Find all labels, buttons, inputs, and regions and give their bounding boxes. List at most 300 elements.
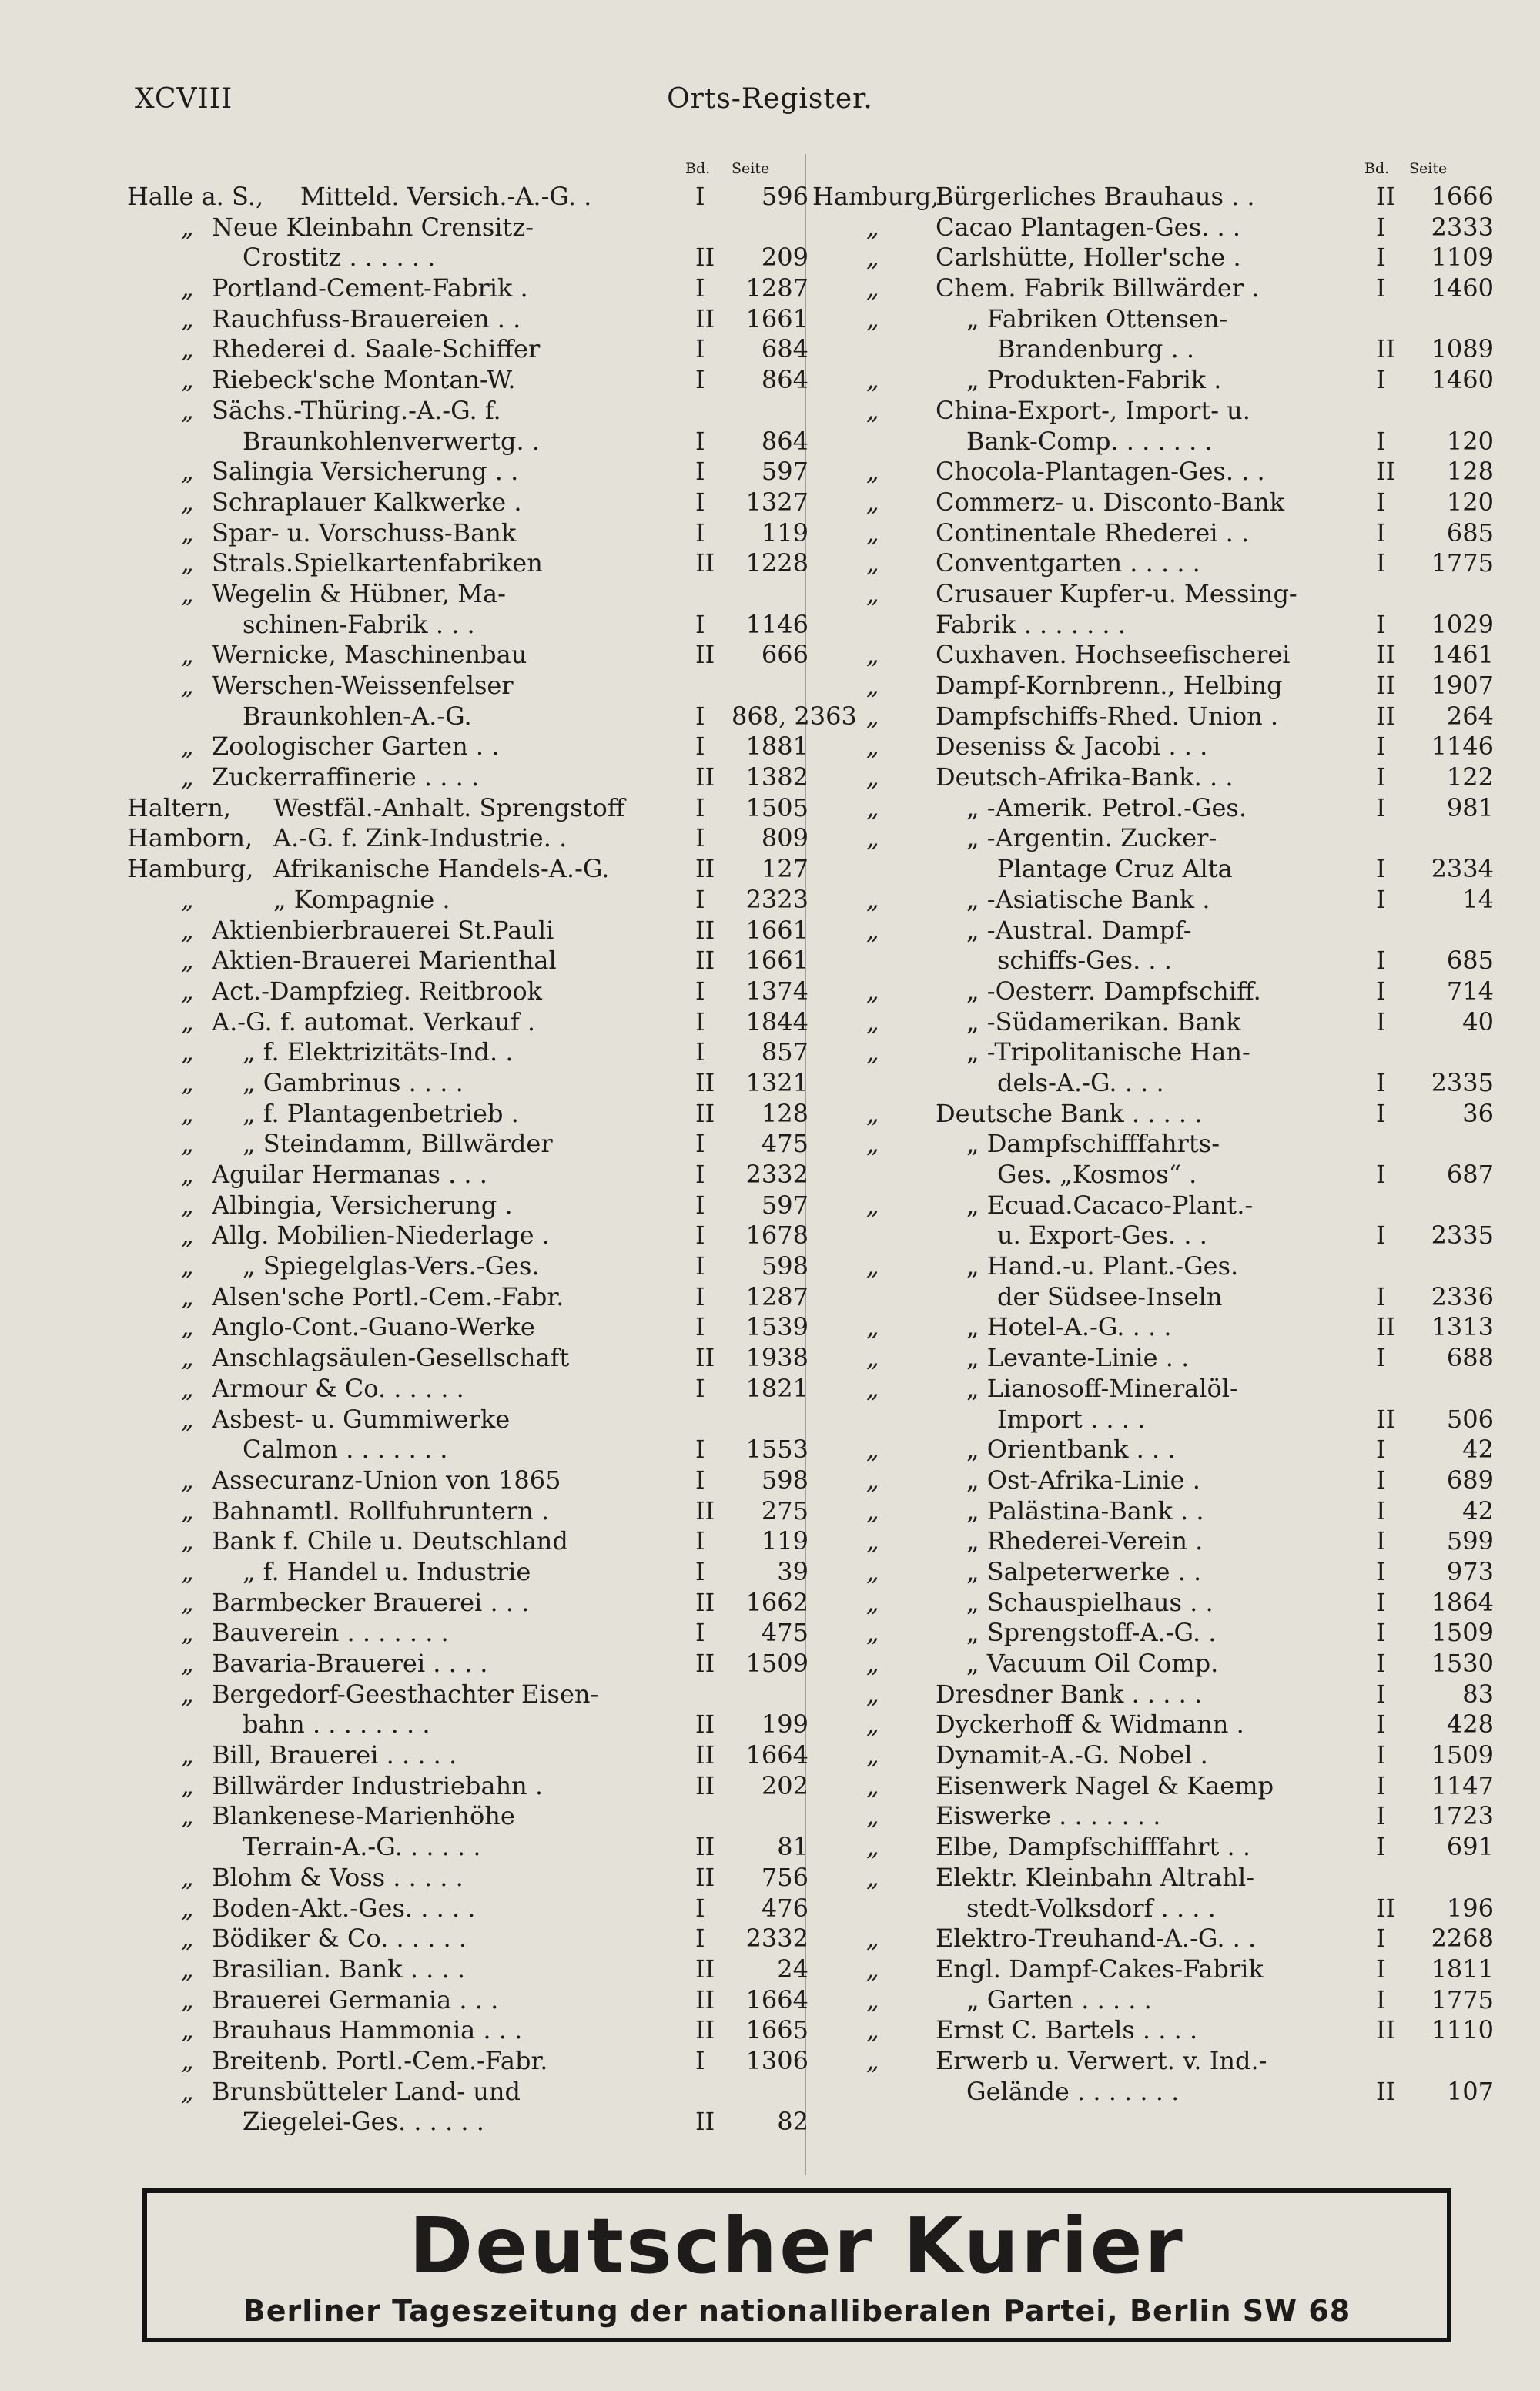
- page-reference: 24: [777, 1954, 808, 1984]
- ditto-mark: „: [866, 732, 879, 762]
- page-reference: 42: [1462, 1495, 1494, 1525]
- index-entry: [812, 854, 1494, 885]
- ditto-mark: „: [866, 578, 879, 608]
- company-name: Ziegelei-Ges. . . . . .: [243, 2107, 484, 2137]
- page-reference: 119: [761, 1526, 808, 1556]
- index-entry: [812, 884, 1494, 916]
- volume-number: I: [695, 1435, 705, 1465]
- company-name: Wegelin & Hübner, Ma-: [212, 578, 506, 608]
- page-reference: 857: [761, 1037, 808, 1067]
- volume-number: I: [695, 426, 705, 456]
- index-entry: [127, 1251, 808, 1282]
- ditto-mark: „: [866, 487, 879, 517]
- page-reference: 1664: [745, 1984, 808, 2014]
- volume-number: II: [695, 1710, 715, 1740]
- index-entry: [127, 1862, 808, 1894]
- ditto-mark: „: [181, 1770, 194, 1800]
- ditto-mark: „: [866, 1495, 879, 1525]
- index-entry: [812, 1129, 1459, 1160]
- index-entry: [127, 946, 808, 976]
- volume-number: I: [1376, 365, 1386, 395]
- volume-number: I: [1376, 976, 1386, 1006]
- ditto-mark: „: [866, 1924, 879, 1954]
- page-reference: 428: [1446, 1710, 1494, 1740]
- index-entry: [812, 334, 1494, 365]
- index-entry: [127, 517, 808, 549]
- volume-number: I: [1376, 1832, 1386, 1862]
- index-entry: [812, 1098, 1494, 1130]
- volume-number: II: [1376, 701, 1396, 731]
- index-entry: [127, 762, 808, 793]
- place-name: Hamburg,: [127, 854, 254, 884]
- volume-number: I: [1376, 1710, 1386, 1740]
- volume-number: I: [1376, 1770, 1386, 1800]
- company-name: bahn . . . . . . . .: [243, 1710, 430, 1740]
- company-name: Elektro-Treuhand-A.-G. . .: [936, 1924, 1257, 1954]
- index-entry: [127, 1343, 808, 1374]
- company-name: Cacao Plantagen-Ges. . .: [936, 212, 1241, 242]
- volume-number: II: [695, 915, 715, 945]
- index-entry: [812, 1893, 1494, 1924]
- index-entry: [812, 2015, 1494, 2046]
- page-reference: 809: [761, 823, 808, 853]
- ditto-mark: „: [866, 517, 879, 548]
- page-reference: 82: [777, 2107, 808, 2137]
- index-entry: [127, 303, 808, 335]
- index-entry: [812, 1435, 1494, 1465]
- index-entry: [127, 1495, 808, 1527]
- company-name: Commerz- u. Disconto-Bank: [936, 487, 1285, 517]
- page-reference: 685: [1446, 517, 1494, 548]
- page-reference: 1146: [1431, 732, 1494, 762]
- company-name: Blohm & Voss . . . . .: [212, 1862, 464, 1892]
- ditto-mark: „: [181, 2076, 194, 2106]
- page-reference: 2335: [1431, 1067, 1494, 1097]
- index-entry: [812, 304, 1459, 335]
- volume-number: II: [695, 1862, 715, 1892]
- page-reference: 1661: [745, 915, 808, 945]
- volume-number: I: [1376, 1006, 1386, 1036]
- index-entry: [127, 1710, 808, 1740]
- ditto-mark: „: [866, 792, 879, 822]
- volume-number: II: [695, 1984, 715, 2014]
- company-name: „ Palästina-Bank . .: [966, 1495, 1204, 1525]
- volume-number: I: [1376, 1740, 1386, 1770]
- page-reference: 714: [1446, 976, 1494, 1006]
- company-name: Chocola-Plantagen-Ges. . .: [936, 457, 1265, 487]
- volume-number: I: [695, 182, 705, 211]
- page-reference: 196: [1446, 1893, 1494, 1923]
- page-reference: 1461: [1431, 640, 1494, 670]
- page-reference: 202: [761, 1770, 808, 1800]
- ditto-mark: „: [181, 1954, 194, 1984]
- page-reference: 2332: [745, 1924, 808, 1954]
- volume-number: I: [695, 365, 705, 395]
- page-reference: 1147: [1431, 1770, 1494, 1800]
- index-entry: [127, 640, 808, 671]
- volume-number: I: [1376, 1098, 1386, 1128]
- company-name: Salingia Versicherung . .: [212, 457, 519, 487]
- volume-number: I: [1376, 1221, 1386, 1251]
- volume-number: II: [695, 1770, 715, 1800]
- page-reference: 1530: [1431, 1649, 1494, 1678]
- index-entry: [127, 609, 808, 641]
- page-reference: 40: [1462, 1006, 1494, 1036]
- company-name: Alsen'sche Portl.-Cem.-Fabr.: [212, 1281, 564, 1311]
- index-entry: [127, 2107, 808, 2138]
- index-entry: [812, 1281, 1494, 1313]
- company-name: Armour & Co. . . . . .: [212, 1373, 464, 1403]
- company-name: Wernicke, Maschinenbau: [212, 640, 527, 670]
- company-name: „ Levante-Linie . .: [966, 1343, 1190, 1373]
- index-entry: [812, 2046, 1459, 2077]
- page-reference: 1228: [745, 548, 808, 578]
- company-name: Bill, Brauerei . . . . .: [212, 1740, 457, 1770]
- index-entry: [127, 1281, 808, 1313]
- index-entry: [812, 1495, 1494, 1527]
- index-entry: [812, 1924, 1494, 1954]
- page-reference: 688: [1446, 1343, 1494, 1373]
- volume-number: I: [695, 1618, 705, 1648]
- page-reference: 1539: [745, 1312, 808, 1342]
- ditto-mark: „: [181, 1190, 194, 1220]
- volume-number: I: [1376, 1984, 1386, 2014]
- ditto-mark: „: [866, 1037, 879, 1067]
- page-reference: 475: [761, 1618, 808, 1648]
- volume-number: II: [695, 1067, 715, 1097]
- index-entry: [812, 1343, 1494, 1374]
- volume-number: I: [1376, 609, 1386, 639]
- index-entry: [127, 1190, 808, 1221]
- company-name: „ Rhederei-Verein .: [966, 1526, 1204, 1556]
- page-reference: 14: [1462, 884, 1494, 914]
- volume-number: I: [1376, 1649, 1386, 1678]
- index-entry: [812, 212, 1494, 243]
- page-reference: 476: [761, 1893, 808, 1923]
- company-name: Aktienbierbrauerei St.Pauli: [212, 915, 554, 945]
- page-reference: 119: [761, 517, 808, 548]
- page-reference: 275: [761, 1495, 808, 1525]
- volume-number: II: [695, 243, 715, 273]
- company-name: Neue Kleinbahn Crensitz-: [212, 212, 534, 242]
- company-name: Dresdner Bank . . . . .: [936, 1679, 1203, 1709]
- ditto-mark: „: [866, 1832, 879, 1862]
- page-reference: 1313: [1431, 1312, 1494, 1342]
- ditto-mark: „: [181, 212, 194, 242]
- index-entry: [127, 2077, 805, 2108]
- page-reference: 1665: [745, 2015, 808, 2045]
- company-name: „ -Südamerikan. Bank: [966, 1006, 1241, 1036]
- volume-number: I: [695, 487, 705, 517]
- ditto-mark: „: [181, 578, 194, 608]
- volume-number: I: [1376, 854, 1386, 884]
- page-reference: 1907: [1431, 671, 1494, 700]
- volume-number: II: [695, 303, 715, 333]
- company-name: Crostitz . . . . . .: [243, 243, 436, 273]
- ditto-mark: „: [866, 365, 879, 395]
- company-name: Deseniss & Jacobi . . .: [936, 732, 1208, 762]
- page-reference: 42: [1462, 1435, 1494, 1465]
- ditto-mark: „: [181, 1984, 194, 2014]
- index-entry: [127, 732, 808, 762]
- company-name: Eisenwerk Nagel & Kaemp: [936, 1770, 1274, 1800]
- page-reference: 1844: [745, 1006, 808, 1036]
- page-reference: 756: [761, 1862, 808, 1892]
- volume-number: I: [695, 1373, 705, 1403]
- page-reference: 1678: [745, 1221, 808, 1251]
- page-reference: 687: [1446, 1160, 1494, 1189]
- ditto-mark: „: [181, 1251, 194, 1281]
- index-entry: [812, 1374, 1459, 1405]
- index-entry: [127, 1770, 808, 1802]
- index-entry: [812, 1037, 1459, 1068]
- ditto-mark: „: [866, 1006, 879, 1036]
- company-name: Deutsch-Afrika-Bank. . .: [936, 762, 1234, 792]
- page-reference: 973: [1446, 1556, 1494, 1586]
- index-entry: [812, 792, 1494, 824]
- index-entry: [812, 1649, 1494, 1679]
- ditto-mark: „: [181, 1373, 194, 1403]
- company-name: „ Spiegelglas-Vers.-Ges.: [243, 1251, 540, 1281]
- company-name: schiffs-Ges. . .: [997, 946, 1172, 976]
- page-reference: 120: [1446, 426, 1494, 456]
- index-entry: [812, 1618, 1494, 1649]
- index-entry: [127, 365, 808, 396]
- company-name: Bauverein . . . . . . .: [212, 1618, 449, 1648]
- volume-number: I: [695, 701, 705, 731]
- index-entry: [127, 2045, 808, 2077]
- company-name: Calmon . . . . . . .: [243, 1435, 448, 1465]
- page-reference: 1661: [745, 303, 808, 333]
- index-entry: [812, 579, 1459, 610]
- company-name: „ f. Plantagenbetrieb .: [243, 1098, 519, 1128]
- ditto-mark: „: [181, 1129, 194, 1159]
- company-name: Terrain-A.-G. . . . . .: [243, 1832, 481, 1862]
- index-entry: [812, 1465, 1494, 1496]
- company-name: Strals.Spielkartenfabriken: [212, 548, 543, 578]
- index-entry: [812, 548, 1494, 579]
- ditto-mark: „: [866, 1801, 879, 1831]
- index-entry: [812, 1832, 1494, 1863]
- ditto-mark: „: [866, 1649, 879, 1678]
- ditto-mark: „: [866, 1312, 879, 1342]
- page-reference: 1460: [1431, 365, 1494, 395]
- company-name: Brunsbütteler Land- und: [212, 2076, 521, 2106]
- page-reference: 1938: [745, 1343, 808, 1373]
- index-entry: [812, 609, 1494, 641]
- company-name: „ Vacuum Oil Comp.: [966, 1649, 1219, 1678]
- company-name: Conventgarten . . . . .: [936, 548, 1200, 578]
- volume-number: I: [695, 1465, 705, 1495]
- volume-number: I: [695, 884, 705, 914]
- index-entry: [812, 762, 1494, 793]
- place-name: Hamborn,: [127, 823, 253, 853]
- ditto-mark: „: [866, 212, 879, 242]
- page-reference: 596: [761, 182, 808, 211]
- index-entry: [812, 273, 1494, 304]
- advertisement-subtitle: Berliner Tageszeitung der nationalliberalen Partei, Berlin SW 68: [243, 2294, 1351, 2328]
- page-reference: 1775: [1431, 548, 1494, 578]
- company-name: Boden-Akt.-Ges. . . . .: [212, 1893, 476, 1923]
- ditto-mark: „: [866, 1679, 879, 1709]
- page-reference: 597: [761, 457, 808, 487]
- index-entry: [812, 976, 1494, 1007]
- ditto-mark: „: [866, 823, 879, 853]
- ditto-mark: „: [181, 1495, 194, 1525]
- company-name: Brasilian. Bank . . . .: [212, 1954, 466, 1984]
- company-name: Bürgerliches Brauhaus . .: [936, 182, 1255, 211]
- page-reference: 1821: [745, 1373, 808, 1403]
- ditto-mark: „: [866, 671, 879, 700]
- company-name: Gelände . . . . . . .: [966, 2076, 1180, 2106]
- company-name: Braunkohlen-A.-G.: [243, 701, 472, 731]
- company-name: Cuxhaven. Hochseefischerei: [936, 640, 1291, 670]
- company-name: Crusauer Kupfer-u. Messing-: [936, 578, 1297, 608]
- volume-number: I: [1376, 1556, 1386, 1586]
- index-entry: [127, 823, 808, 854]
- page-reference: 1374: [745, 976, 808, 1006]
- right-column-header: [812, 154, 1459, 182]
- volume-number: I: [695, 457, 705, 487]
- volume-number: I: [695, 1037, 705, 1067]
- page-reference: 1723: [1431, 1801, 1494, 1831]
- volume-number: I: [1376, 1954, 1386, 1984]
- index-entry: [127, 1679, 805, 1710]
- ditto-mark: „: [181, 946, 194, 976]
- page-reference: 2323: [745, 884, 808, 914]
- index-entry: [812, 1006, 1494, 1038]
- index-entry: [812, 1312, 1494, 1343]
- company-name: China-Export-, Import- u.: [936, 395, 1250, 425]
- index-entry: [127, 1006, 808, 1038]
- ditto-mark: „: [866, 548, 879, 578]
- ditto-mark: „: [866, 915, 879, 945]
- company-name: „ Hotel-A.-G. . . .: [966, 1312, 1172, 1342]
- ditto-mark: „: [866, 273, 879, 303]
- volume-number: II: [695, 854, 715, 884]
- volume-number: II: [1376, 1404, 1396, 1434]
- ditto-mark: „: [181, 2045, 194, 2075]
- page-reference: 128: [1446, 457, 1494, 487]
- ditto-mark: „: [181, 1312, 194, 1342]
- advertisement-box: [142, 2188, 1451, 2342]
- index-entry: [127, 1160, 808, 1190]
- volume-number: I: [1376, 487, 1386, 517]
- company-name: Barmbecker Brauerei . . .: [212, 1587, 530, 1617]
- page-reference: 128: [761, 1098, 808, 1128]
- volume-number: II: [695, 2107, 715, 2137]
- company-name: Engl. Dampf-Cakes-Fabrik: [936, 1954, 1264, 1984]
- ditto-mark: „: [181, 517, 194, 548]
- company-name: „ Schauspielhaus . .: [966, 1587, 1214, 1617]
- volume-number: II: [1376, 671, 1396, 700]
- index-entry: [812, 182, 1494, 213]
- index-entry: [812, 2076, 1494, 2108]
- company-name: „ -Amerik. Petrol.-Ges.: [966, 792, 1247, 822]
- ditto-mark: „: [866, 1710, 879, 1740]
- volume-number: II: [695, 1649, 715, 1678]
- index-entry: [127, 1893, 808, 1924]
- company-name: „ Lianosoff-Mineralöl-: [966, 1373, 1238, 1403]
- page-title: Orts-Register.: [667, 83, 873, 115]
- index-entry: [127, 1954, 808, 1985]
- company-name: „ Fabriken Ottensen-: [966, 303, 1228, 333]
- index-entry: [127, 1984, 808, 2016]
- index-entry: [127, 1740, 808, 1771]
- page-reference: 1460: [1431, 273, 1494, 303]
- page-reference: 1505: [745, 792, 808, 822]
- page-reference: 506: [1446, 1404, 1494, 1434]
- index-entry: [812, 1954, 1494, 1985]
- company-name: Braunkohlenverwertg. .: [243, 426, 540, 456]
- ditto-mark: „: [866, 1526, 879, 1556]
- ditto-mark: „: [866, 1556, 879, 1586]
- page-reference: 1662: [745, 1587, 808, 1617]
- ditto-mark: „: [181, 2015, 194, 2045]
- index-entry: [812, 1801, 1494, 1832]
- ditto-mark: „: [181, 1587, 194, 1617]
- company-name: Rauchfuss-Brauereien . .: [212, 303, 521, 333]
- ditto-mark: „: [181, 732, 194, 762]
- volume-number: I: [695, 792, 705, 822]
- index-entry: [127, 182, 808, 213]
- company-name: „ -Oesterr. Dampfschiff.: [966, 976, 1261, 1006]
- ditto-mark: „: [181, 915, 194, 945]
- company-name: Anglo-Cont.-Guano-Werke: [212, 1312, 535, 1342]
- index-entry: [812, 671, 1494, 702]
- volume-number: II: [1376, 182, 1396, 211]
- index-entry: [127, 1587, 808, 1619]
- company-name: Act.-Dampfzieg. Reitbrook: [212, 976, 542, 1006]
- volume-number: II: [695, 640, 715, 670]
- page-reference: 1287: [745, 1281, 808, 1311]
- volume-number: I: [1376, 1587, 1386, 1617]
- company-name: „ Ecuad.Cacaco-Plant.-: [966, 1190, 1254, 1220]
- index-entry: [127, 1924, 808, 1954]
- left-entries: [127, 182, 857, 2138]
- page-reference: 1109: [1431, 243, 1494, 273]
- page-reference: 2332: [745, 1160, 808, 1189]
- company-name: Billwärder Industriebahn .: [212, 1770, 544, 1800]
- ditto-mark: „: [181, 1098, 194, 1128]
- ditto-mark: „: [181, 762, 194, 792]
- page-reference: 666: [761, 640, 808, 670]
- volume-number: I: [695, 517, 705, 548]
- volume-number: I: [695, 1190, 705, 1220]
- company-name: Dampf-Kornbrenn., Helbing: [936, 671, 1283, 700]
- index-entry: [127, 213, 805, 243]
- page-reference: 1509: [745, 1649, 808, 1678]
- ditto-mark: „: [866, 2045, 879, 2075]
- company-name: Assecuranz-Union von 1865: [212, 1465, 561, 1495]
- bd-header: Bd.: [685, 160, 711, 177]
- index-entry: [812, 1160, 1494, 1190]
- page-reference: 39: [777, 1556, 808, 1586]
- ditto-mark: „: [181, 1556, 194, 1586]
- index-entry: [812, 640, 1494, 671]
- company-name: Elbe, Dampfschifffahrt . .: [936, 1832, 1251, 1862]
- company-name: Import . . . .: [997, 1404, 1146, 1434]
- ditto-mark: „: [866, 457, 879, 487]
- company-name: Anschlagsäulen-Gesellschaft: [212, 1343, 570, 1373]
- company-name: Rhederei d. Saale-Schiffer: [212, 334, 541, 364]
- index-entry: [812, 1679, 1494, 1710]
- volume-number: I: [695, 1251, 705, 1281]
- right-entries: [812, 182, 1494, 2107]
- volume-number: II: [695, 2015, 715, 2045]
- ditto-mark: „: [181, 1924, 194, 1954]
- index-entry: [812, 365, 1494, 396]
